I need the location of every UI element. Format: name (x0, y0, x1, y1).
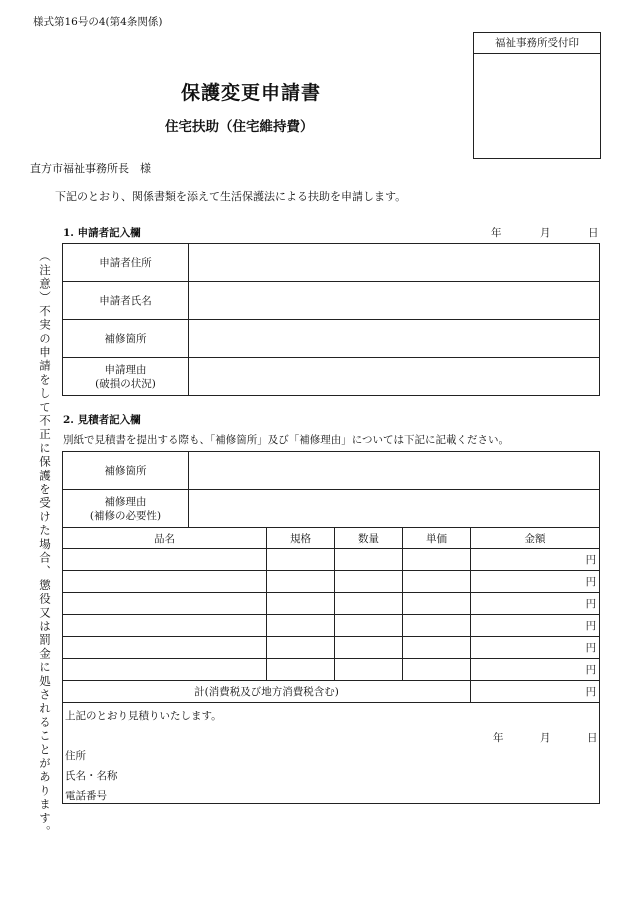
section2-heading: 2. 見積者記入欄 (63, 414, 141, 426)
item-name-cell[interactable] (63, 637, 267, 659)
spec-cell[interactable] (267, 659, 335, 681)
table-row (63, 571, 600, 593)
total-amount-cell[interactable] (471, 681, 600, 703)
form-number: 様式第16号の4(第4条関係) (33, 16, 163, 28)
table-row (63, 615, 600, 637)
application-reason-sublabel: (破損の状況) (95, 377, 156, 390)
col-header-spec: 規格 (267, 528, 335, 549)
estimate-table (62, 451, 600, 703)
estimate-statement: 上記のとおり見積りいたします。 (65, 710, 222, 722)
spec-cell[interactable] (267, 593, 335, 615)
amount-cell[interactable] (471, 549, 600, 571)
unit-price-cell[interactable] (403, 571, 471, 593)
item-name-cell[interactable] (63, 593, 267, 615)
estimator-name-label: 氏名・名称 (65, 770, 118, 782)
unit-price-cell[interactable] (403, 615, 471, 637)
table-row (63, 637, 600, 659)
yen-unit: 円 (585, 642, 597, 654)
yen-unit: 円 (585, 664, 597, 676)
estimator-phone-label: 電話番号 (65, 790, 107, 802)
yen-unit: 円 (585, 554, 597, 566)
unit-price-cell[interactable] (403, 549, 471, 571)
item-name-cell[interactable] (63, 571, 267, 593)
qty-cell[interactable] (335, 637, 403, 659)
repair-reason-label: 補修理由 (104, 495, 147, 508)
col-header-qty: 数量 (335, 528, 403, 549)
spec-cell[interactable] (267, 549, 335, 571)
item-name-cell[interactable] (63, 615, 267, 637)
applicant-address-field[interactable] (189, 244, 600, 282)
repair-reason-label-cell (63, 490, 189, 528)
qty-cell[interactable] (335, 593, 403, 615)
col-header-amount: 金額 (471, 528, 600, 549)
spec-cell[interactable] (267, 571, 335, 593)
amount-cell[interactable] (471, 637, 600, 659)
spec-cell[interactable] (267, 615, 335, 637)
section1-heading: 1. 申請者記入欄 (63, 227, 141, 239)
col-header-unit-price: 単価 (403, 528, 471, 549)
page-title: 保護変更申請書 (181, 82, 322, 104)
applicant-name-field[interactable] (189, 282, 600, 320)
unit-price-cell[interactable] (403, 593, 471, 615)
amount-cell[interactable] (471, 615, 600, 637)
amount-cell[interactable] (471, 659, 600, 681)
item-name-cell[interactable] (63, 659, 267, 681)
repair-reason-field[interactable] (189, 490, 600, 528)
page-subtitle: 住宅扶助（住宅維持費） (165, 119, 314, 135)
date-day-2: 日 (587, 732, 598, 744)
unit-price-cell[interactable] (403, 637, 471, 659)
intro-text: 下記のとおり、関係書類を添えて生活保護法による扶助を申請します。 (55, 190, 407, 203)
amount-cell[interactable] (471, 593, 600, 615)
estimator-address-label: 住所 (65, 750, 86, 762)
date-month-2: 月 (540, 732, 551, 744)
yen-unit: 円 (585, 620, 597, 632)
repair-reason-sublabel: (補修の必要性) (89, 509, 162, 522)
unit-price-cell[interactable] (403, 659, 471, 681)
qty-cell[interactable] (335, 659, 403, 681)
repair-location-2-field[interactable] (189, 452, 600, 490)
date-day-1: 日 (588, 227, 599, 239)
qty-cell[interactable] (335, 571, 403, 593)
qty-cell[interactable] (335, 615, 403, 637)
total-label: 計(消費税及び地方消費税含む) (63, 681, 471, 703)
table-row (63, 659, 600, 681)
qty-cell[interactable] (335, 549, 403, 571)
estimator-box (62, 703, 600, 804)
yen-unit: 円 (585, 598, 597, 610)
date-year-2: 年 (493, 732, 504, 744)
caution-note: （注意）不実の申請をして不正に保護を受けた場合、懲役又は罰金に処されることがあります。 (38, 250, 52, 840)
col-header-item: 品名 (63, 528, 267, 549)
section2-note: 別紙で見積書を提出する際も、「補修箇所」及び「補修理由」については下記に記載ください。 (63, 434, 510, 446)
repair-location-label: 補修箇所 (63, 320, 189, 358)
yen-unit: 円 (585, 686, 597, 698)
table-row (63, 549, 600, 571)
repair-location-field[interactable] (189, 320, 600, 358)
application-reason-label-cell (63, 358, 189, 396)
yen-unit: 円 (585, 576, 597, 588)
application-reason-field[interactable] (189, 358, 600, 396)
application-reason-label: 申請理由 (104, 363, 147, 376)
applicant-name-label: 申請者氏名 (63, 282, 189, 320)
reception-stamp-box (473, 32, 601, 159)
addressee: 直方市福祉事務所長 様 (30, 162, 151, 175)
amount-cell[interactable] (471, 571, 600, 593)
stamp-label: 福祉事務所受付印 (474, 33, 600, 54)
repair-location-2-label: 補修箇所 (63, 452, 189, 490)
item-name-cell[interactable] (63, 549, 267, 571)
table-row (63, 593, 600, 615)
date-year-1: 年 (491, 227, 502, 239)
applicant-table (62, 243, 600, 396)
spec-cell[interactable] (267, 637, 335, 659)
applicant-address-label: 申請者住所 (63, 244, 189, 282)
date-month-1: 月 (540, 227, 551, 239)
